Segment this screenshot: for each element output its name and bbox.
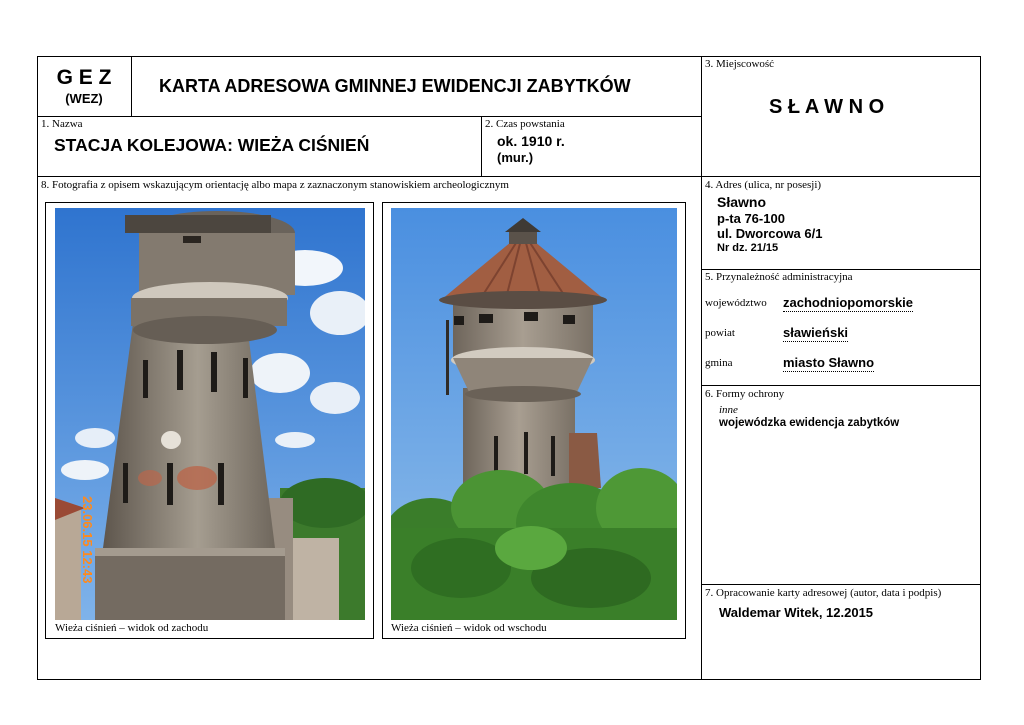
water-tower-east-photo <box>391 208 677 620</box>
address-city: Sławno <box>717 194 767 210</box>
gez-label: G E Z <box>56 66 112 89</box>
locality-value: S Ł A W N O <box>769 96 885 118</box>
admin-key-commune: gmina <box>705 357 733 369</box>
protection-value: wojewódzka ewidencja zabytków <box>719 417 900 429</box>
wez-label: (WEZ) <box>65 91 103 106</box>
photo-caption-west: Wieża ciśnień – widok od zachodu <box>55 622 209 634</box>
author-value: Waldemar Witek, 12.2015 <box>719 605 874 620</box>
admin-value-county <box>783 325 848 340</box>
voivodeship-value: zachodniopomorskie <box>783 295 914 310</box>
grid-line <box>701 269 981 270</box>
admin-key-county: powiat <box>705 327 735 339</box>
grid-line <box>481 116 482 177</box>
county-value: sławieński <box>783 325 849 340</box>
photo-west <box>55 208 365 620</box>
grid-line <box>701 56 702 680</box>
field5-label: 5. Przynależność administracyjna <box>705 271 853 283</box>
field6-label: 6. Formy ochrony <box>705 388 785 400</box>
photo-east <box>391 208 677 620</box>
grid-line <box>131 56 132 117</box>
water-tower-west-photo <box>55 208 365 620</box>
admin-key-voivodeship: województwo <box>705 297 767 309</box>
photo-timestamp: 23.06.15 12:43 <box>80 496 95 584</box>
construction-material: (mur.) <box>497 150 534 165</box>
admin-value-commune <box>783 355 874 370</box>
card-title: KARTA ADRESOWA GMINNEJ EWIDENCJI ZABYTKÓW <box>159 76 631 96</box>
field3-label: 3. Miejscowość <box>705 58 775 70</box>
admin-value-voivodeship <box>783 295 913 310</box>
commune-value: miasto Sławno <box>783 355 875 370</box>
address-postal: p-ta 76-100 <box>717 211 785 226</box>
grid-line <box>37 116 701 117</box>
field8-label: 8. Fotografia z opisem wskazującym orientację albo mapa z zaznaczonym stanowiskiem archeologicznym <box>41 179 509 191</box>
construction-date: ok. 1910 r. <box>497 133 565 149</box>
field7-label: 7. Opracowanie karty adresowej (autor, data i podpis) <box>705 587 942 599</box>
grid-line <box>37 176 981 177</box>
object-name: STACJA KOLEJOWA: WIEŻA CIŚNIEŃ <box>54 135 370 155</box>
field4-label: 4. Adres (ulica, nr posesji) <box>705 179 822 191</box>
field2-label: 2. Czas powstania <box>485 118 565 130</box>
address-parcel: Nr dz. 21/15 <box>717 242 779 254</box>
field1-label: 1. Nazwa <box>41 118 83 130</box>
protection-sub: inne <box>719 404 738 416</box>
grid-line <box>701 385 981 386</box>
grid-line <box>701 584 981 585</box>
photo-caption-east: Wieża ciśnień – widok od wschodu <box>391 622 547 634</box>
address-street: ul. Dworcowa 6/1 <box>717 226 823 241</box>
